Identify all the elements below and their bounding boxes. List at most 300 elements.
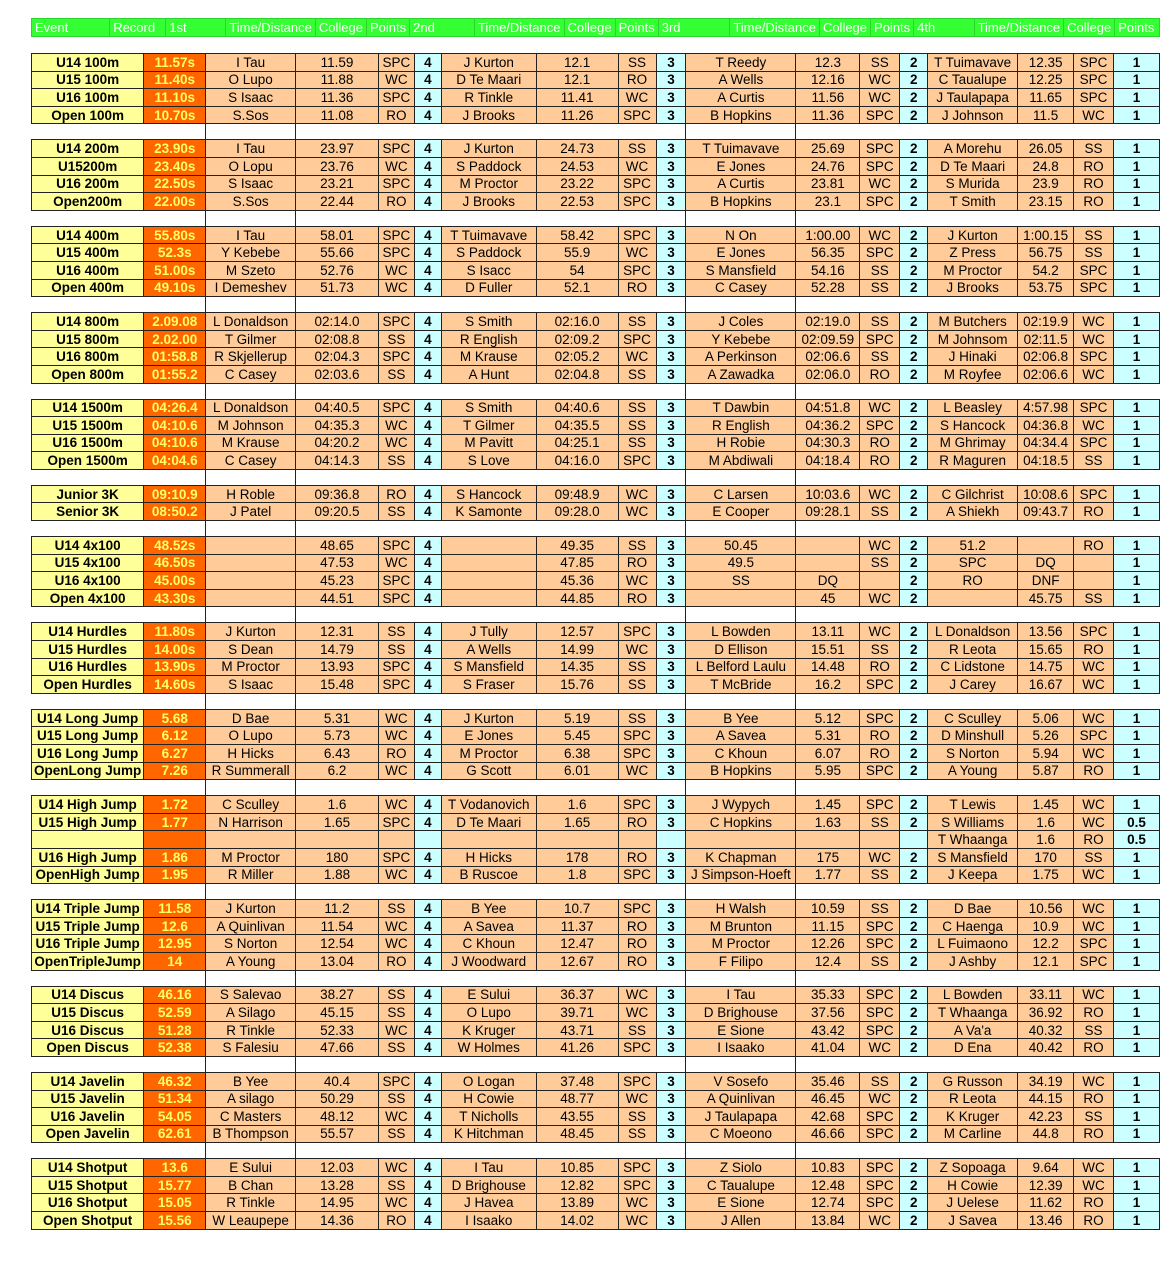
spacer-cell <box>296 124 379 140</box>
table-row <box>32 485 1160 503</box>
header-cell: Points <box>366 19 409 37</box>
event-cell: U14 Hurdles <box>32 623 144 641</box>
college-cell: WC <box>618 1212 656 1230</box>
college-cell: RO <box>1074 537 1114 555</box>
event-cell: U16 200m <box>32 175 144 193</box>
athlete-cell: M Proctor <box>441 745 536 763</box>
mark-cell: 02:16.0 <box>536 313 618 331</box>
mark-cell: 23.81 <box>796 175 860 193</box>
college-cell: SS <box>1074 452 1114 470</box>
athlete-cell: I Tau <box>206 226 296 244</box>
mark-cell: 5.26 <box>1018 727 1074 745</box>
points-cell: 4 <box>414 796 441 814</box>
points-cell <box>900 831 928 849</box>
spacer-row <box>32 469 1160 485</box>
mark-cell: 12.35 <box>1018 54 1074 72</box>
athlete-cell: A Shiekh <box>928 503 1018 521</box>
spacer-cell <box>441 1143 536 1159</box>
points-cell: 3 <box>656 89 686 107</box>
athlete-cell: R Tinkle <box>206 1194 296 1212</box>
spacer-cell <box>796 521 860 537</box>
spacer-cell <box>656 521 686 537</box>
mark-cell: 1.63 <box>796 813 860 831</box>
college-cell: SPC <box>1074 623 1114 641</box>
points-cell: 1 <box>1114 900 1160 918</box>
points-cell: 1 <box>1114 1159 1160 1177</box>
points-cell: 1 <box>1114 313 1160 331</box>
points-cell: 2 <box>900 572 928 590</box>
record-cell: 11.40s <box>144 71 206 89</box>
spacer-cell <box>1018 970 1074 986</box>
athlete-cell: R Summerall <box>206 762 296 780</box>
points-cell: 1 <box>1114 399 1160 417</box>
record-cell: 12.6 <box>144 917 206 935</box>
record-cell: 6.27 <box>144 745 206 763</box>
spacer-cell <box>900 970 928 986</box>
mark-cell: 13.93 <box>296 658 379 676</box>
college-cell: SS <box>378 623 414 641</box>
mark-cell: 13.11 <box>796 623 860 641</box>
college-cell: SPC <box>378 848 414 866</box>
college-cell: SPC <box>1074 399 1114 417</box>
mark-cell: 04:34.4 <box>1018 434 1074 452</box>
athlete-cell: M Szeto <box>206 261 296 279</box>
college-cell: SPC <box>618 106 656 124</box>
athlete-cell: L Bowden <box>928 986 1018 1004</box>
college-cell: WC <box>378 554 414 572</box>
mark-cell: 1.45 <box>1018 796 1074 814</box>
mark-cell: 02:09.59 <box>796 330 860 348</box>
event-cell: U16 100m <box>32 89 144 107</box>
event-cell: U14 200m <box>32 140 144 158</box>
athlete-cell: M Brunton <box>686 917 796 935</box>
mark-cell: 10:08.6 <box>1018 485 1074 503</box>
college-cell: RO <box>860 365 900 383</box>
mark-cell: 5.45 <box>536 727 618 745</box>
points-cell: 3 <box>656 935 686 953</box>
athlete-cell: S Paddock <box>441 244 536 262</box>
college-cell: SS <box>860 54 900 72</box>
spacer-cell <box>1074 607 1114 623</box>
athlete-cell: S.Sos <box>206 193 296 211</box>
spacer-cell <box>686 383 796 399</box>
spacer-cell <box>206 521 296 537</box>
points-cell: 3 <box>656 1159 686 1177</box>
points-cell: 1 <box>1114 261 1160 279</box>
college-cell: SPC <box>378 537 414 555</box>
athlete-cell: D Ellison <box>686 641 796 659</box>
table-row <box>32 452 1160 470</box>
points-cell: 2 <box>900 503 928 521</box>
athlete-cell: C Gilchrist <box>928 485 1018 503</box>
record-cell: 12.95 <box>144 935 206 953</box>
record-cell: 11.10s <box>144 89 206 107</box>
mark-cell: 43.55 <box>536 1108 618 1126</box>
mark-cell: 10:03.6 <box>796 485 860 503</box>
college-cell: SS <box>860 900 900 918</box>
spacer-cell <box>144 383 206 399</box>
college-cell: WC <box>1074 709 1114 727</box>
college-cell: SPC <box>618 866 656 884</box>
college-cell: WC <box>860 399 900 417</box>
college-cell: WC <box>618 1194 656 1212</box>
mark-cell: 13.04 <box>296 952 379 970</box>
athlete-cell: O Lupo <box>206 727 296 745</box>
record-cell: 15.56 <box>144 1212 206 1230</box>
athlete-cell: B Hopkins <box>686 193 796 211</box>
points-cell: 4 <box>414 1176 441 1194</box>
spacer-cell <box>296 607 379 623</box>
college-cell: WC <box>378 279 414 297</box>
athlete-cell: S Mansfield <box>441 658 536 676</box>
spacer-cell <box>860 469 900 485</box>
college-cell: SPC <box>860 762 900 780</box>
points-cell: 1 <box>1114 917 1160 935</box>
points-cell: 4 <box>414 193 441 211</box>
mark-cell: 35.33 <box>796 986 860 1004</box>
spacer-cell <box>1018 693 1074 709</box>
athlete-cell: I Tau <box>206 140 296 158</box>
mark-cell: 14.99 <box>536 641 618 659</box>
record-cell: 54.05 <box>144 1108 206 1126</box>
points-cell: 3 <box>656 986 686 1004</box>
points-cell: 3 <box>656 709 686 727</box>
athlete-cell: J Ashby <box>928 952 1018 970</box>
points-cell: 2 <box>900 1090 928 1108</box>
athlete-cell: J Savea <box>928 1212 1018 1230</box>
athlete-cell: A Curtis <box>686 89 796 107</box>
mark-cell: 1.65 <box>296 813 379 831</box>
points-cell: 3 <box>656 226 686 244</box>
points-cell: 3 <box>656 503 686 521</box>
athlete-cell: S Fraser <box>441 676 536 694</box>
points-cell: 1 <box>1114 1090 1160 1108</box>
athlete-cell: M Ghrimay <box>928 434 1018 452</box>
event-cell: U14 100m <box>32 54 144 72</box>
spacer-cell <box>378 297 414 313</box>
spacer-cell <box>1074 521 1114 537</box>
mark-cell: 12.67 <box>536 952 618 970</box>
points-cell: 2 <box>900 813 928 831</box>
mark-cell: 41.26 <box>536 1039 618 1057</box>
header-cell: Time/Distance <box>226 19 316 37</box>
points-cell: 3 <box>656 952 686 970</box>
athlete-cell: R Miller <box>206 866 296 884</box>
mark-cell: 44.85 <box>536 589 618 607</box>
mark-cell: 11.36 <box>296 89 379 107</box>
athlete-cell <box>686 589 796 607</box>
points-cell: 2 <box>900 399 928 417</box>
athlete-cell: S Isaac <box>206 676 296 694</box>
athlete-cell: C Sculley <box>206 796 296 814</box>
points-cell: 2 <box>900 1212 928 1230</box>
points-cell: 4 <box>414 935 441 953</box>
athlete-cell <box>686 831 796 849</box>
college-cell: SS <box>860 813 900 831</box>
college-cell: WC <box>1074 900 1114 918</box>
event-cell: Open 100m <box>32 106 144 124</box>
points-cell: 4 <box>414 572 441 590</box>
athlete-cell: M Proctor <box>441 175 536 193</box>
college-cell: RO <box>378 106 414 124</box>
mark-cell: 43.42 <box>796 1021 860 1039</box>
spacer-cell <box>1074 693 1114 709</box>
points-cell: 4 <box>414 745 441 763</box>
athlete-cell: K Kruger <box>441 1021 536 1039</box>
record-cell: 51.00s <box>144 261 206 279</box>
mark-cell: 54.16 <box>796 261 860 279</box>
spacer-cell <box>144 210 206 226</box>
points-cell: 3 <box>656 175 686 193</box>
table-row <box>32 330 1160 348</box>
college-cell: SPC <box>860 244 900 262</box>
college-cell: RO <box>378 1212 414 1230</box>
mark-cell: 11.37 <box>536 917 618 935</box>
athlete-cell: H Robie <box>686 434 796 452</box>
college-cell: SS <box>618 676 656 694</box>
record-cell: 2.02.00 <box>144 330 206 348</box>
record-cell: 2.09.08 <box>144 313 206 331</box>
mark-cell: 12.1 <box>1018 952 1074 970</box>
athlete-cell <box>206 831 296 849</box>
points-cell: 4 <box>414 900 441 918</box>
athlete-cell: Z Press <box>928 244 1018 262</box>
athlete-cell: E Sului <box>206 1159 296 1177</box>
points-cell: 4 <box>414 727 441 745</box>
points-cell: 4 <box>414 226 441 244</box>
spacer-cell <box>928 970 1018 986</box>
points-cell: 2 <box>900 485 928 503</box>
spacer-cell <box>144 124 206 140</box>
points-cell: 1 <box>1114 434 1160 452</box>
athlete-cell: S Falesiu <box>206 1039 296 1057</box>
spacer-cell <box>860 297 900 313</box>
spacer-cell <box>414 1056 441 1072</box>
college-cell: SS <box>860 554 900 572</box>
college-cell: SPC <box>860 917 900 935</box>
event-cell: U15 Discus <box>32 1004 144 1022</box>
college-cell: WC <box>860 1039 900 1057</box>
athlete-cell: R English <box>686 417 796 435</box>
athlete-cell: B Hopkins <box>686 762 796 780</box>
mark-cell: 45 <box>796 589 860 607</box>
points-cell: 3 <box>656 330 686 348</box>
mark-cell: 15.48 <box>296 676 379 694</box>
record-cell: 46.32 <box>144 1072 206 1090</box>
spacer-cell <box>618 124 656 140</box>
record-cell: 04:26.4 <box>144 399 206 417</box>
table-row <box>32 1108 1160 1126</box>
spacer-cell <box>860 521 900 537</box>
athlete-cell: A Quinlivan <box>206 917 296 935</box>
points-cell: 1 <box>1114 572 1160 590</box>
table-row <box>32 866 1160 884</box>
athlete-cell: I Isaako <box>441 1212 536 1230</box>
event-cell: U14 Shotput <box>32 1159 144 1177</box>
points-cell: 2 <box>900 745 928 763</box>
mark-cell: 11.88 <box>296 71 379 89</box>
college-cell: SPC <box>1074 261 1114 279</box>
spacer-cell <box>441 970 536 986</box>
table-row <box>32 935 1160 953</box>
mark-cell: 5.87 <box>1018 762 1074 780</box>
mark-cell: 180 <box>296 848 379 866</box>
record-cell: 62.61 <box>144 1125 206 1143</box>
table-row <box>32 261 1160 279</box>
athlete-cell: J Allen <box>686 1212 796 1230</box>
mark-cell: 23.1 <box>796 193 860 211</box>
points-cell: 3 <box>656 1176 686 1194</box>
college-cell: RO <box>1074 193 1114 211</box>
mark-cell: 58.42 <box>536 226 618 244</box>
table-row <box>32 157 1160 175</box>
mark-cell: 15.65 <box>1018 641 1074 659</box>
college-cell: SPC <box>1074 935 1114 953</box>
spacer-cell <box>144 780 206 796</box>
athlete-cell: D Bae <box>928 900 1018 918</box>
points-cell: 3 <box>656 727 686 745</box>
mark-cell: 09:36.8 <box>296 485 379 503</box>
record-cell: 13.90s <box>144 658 206 676</box>
college-cell: SS <box>1074 226 1114 244</box>
college-cell: SPC <box>860 709 900 727</box>
record-cell: 46.50s <box>144 554 206 572</box>
athlete-cell: M Proctor <box>686 935 796 953</box>
athlete-cell: T Tuimavave <box>686 140 796 158</box>
spacer-cell <box>378 693 414 709</box>
points-cell: 2 <box>900 261 928 279</box>
table-row <box>32 554 1160 572</box>
spacer-cell <box>206 383 296 399</box>
college-cell: SPC <box>378 313 414 331</box>
college-cell: WC <box>378 417 414 435</box>
mark-cell: 25.69 <box>796 140 860 158</box>
college-cell: RO <box>618 589 656 607</box>
spacer-cell <box>1018 210 1074 226</box>
points-cell: 4 <box>414 641 441 659</box>
athlete-cell: B Yee <box>441 900 536 918</box>
table-row <box>32 658 1160 676</box>
athlete-cell: M Pavitt <box>441 434 536 452</box>
spacer-cell <box>618 607 656 623</box>
points-cell: 1 <box>1114 1072 1160 1090</box>
mark-cell: 10.56 <box>1018 900 1074 918</box>
points-cell: 4 <box>414 952 441 970</box>
college-cell: SPC <box>378 399 414 417</box>
points-cell: 2 <box>900 71 928 89</box>
record-cell: 55.80s <box>144 226 206 244</box>
athlete-cell: O Logan <box>441 1072 536 1090</box>
college-cell: SS <box>378 1176 414 1194</box>
table-row <box>32 589 1160 607</box>
spacer-cell <box>206 780 296 796</box>
spacer-cell <box>900 884 928 900</box>
college-cell: SPC <box>1074 71 1114 89</box>
athlete-cell <box>441 589 536 607</box>
points-cell: 3 <box>656 745 686 763</box>
college-cell: SS <box>618 709 656 727</box>
athlete-cell: O Lupo <box>441 1004 536 1022</box>
points-cell: 4 <box>414 1021 441 1039</box>
mark-cell: 02:03.6 <box>296 365 379 383</box>
mark-cell: 12.48 <box>796 1176 860 1194</box>
athlete-cell: D Te Maari <box>441 813 536 831</box>
mark-cell: 12.31 <box>296 623 379 641</box>
spacer-cell <box>32 884 144 900</box>
table-row <box>32 54 1160 72</box>
college-cell: SPC <box>860 417 900 435</box>
mark-cell: 1.6 <box>296 796 379 814</box>
spacer-cell <box>441 124 536 140</box>
spacer-cell <box>796 970 860 986</box>
athlete-cell: S Norton <box>928 745 1018 763</box>
college-cell: WC <box>618 89 656 107</box>
event-cell: U15 High Jump <box>32 813 144 831</box>
points-cell: 4 <box>414 1004 441 1022</box>
athlete-cell: R English <box>441 330 536 348</box>
athlete-cell: M Proctor <box>206 848 296 866</box>
spacer-cell <box>796 383 860 399</box>
spacer-row <box>32 693 1160 709</box>
college-cell: SPC <box>618 261 656 279</box>
mark-cell: 09:20.5 <box>296 503 379 521</box>
table-row <box>32 1176 1160 1194</box>
points-cell: 4 <box>414 554 441 572</box>
header-row <box>31 18 1160 37</box>
spacer-cell <box>618 884 656 900</box>
spacer-cell <box>32 124 144 140</box>
athlete-cell: F Filipo <box>686 952 796 970</box>
athlete-cell: E Jones <box>686 244 796 262</box>
college-cell: SPC <box>378 89 414 107</box>
college-cell: SPC <box>860 1004 900 1022</box>
mark-cell: 13.89 <box>536 1194 618 1212</box>
mark-cell: 5.12 <box>796 709 860 727</box>
points-cell: 1 <box>1114 365 1160 383</box>
event-cell: U15 Triple Jump <box>32 917 144 935</box>
college-cell: SPC <box>1074 348 1114 366</box>
spacer-cell <box>656 210 686 226</box>
athlete-cell: S Salevao <box>206 986 296 1004</box>
college-cell: SS <box>618 1021 656 1039</box>
points-cell: 3 <box>656 848 686 866</box>
spacer-cell <box>928 607 1018 623</box>
spacer-cell <box>618 1056 656 1072</box>
college-cell: SPC <box>378 676 414 694</box>
spacer-cell <box>536 780 618 796</box>
event-cell: Open200m <box>32 193 144 211</box>
spacer-cell <box>296 383 379 399</box>
college-cell: WC <box>1074 330 1114 348</box>
spacer-cell <box>618 693 656 709</box>
record-cell: 45.00s <box>144 572 206 590</box>
college-cell: SPC <box>860 1176 900 1194</box>
event-cell: U14 1500m <box>32 399 144 417</box>
points-cell: 3 <box>656 1072 686 1090</box>
athlete-cell: S Hancock <box>441 485 536 503</box>
table-row <box>32 641 1160 659</box>
mark-cell: 34.19 <box>1018 1072 1074 1090</box>
points-cell: 1 <box>1114 952 1160 970</box>
points-cell: 3 <box>656 537 686 555</box>
event-cell: U15 4x100 <box>32 554 144 572</box>
college-cell <box>1074 554 1114 572</box>
college-cell: RO <box>1074 831 1114 849</box>
athlete-cell: J Keepa <box>928 866 1018 884</box>
spacer-cell <box>32 693 144 709</box>
event-cell: Open 1500m <box>32 452 144 470</box>
points-cell: 2 <box>900 140 928 158</box>
